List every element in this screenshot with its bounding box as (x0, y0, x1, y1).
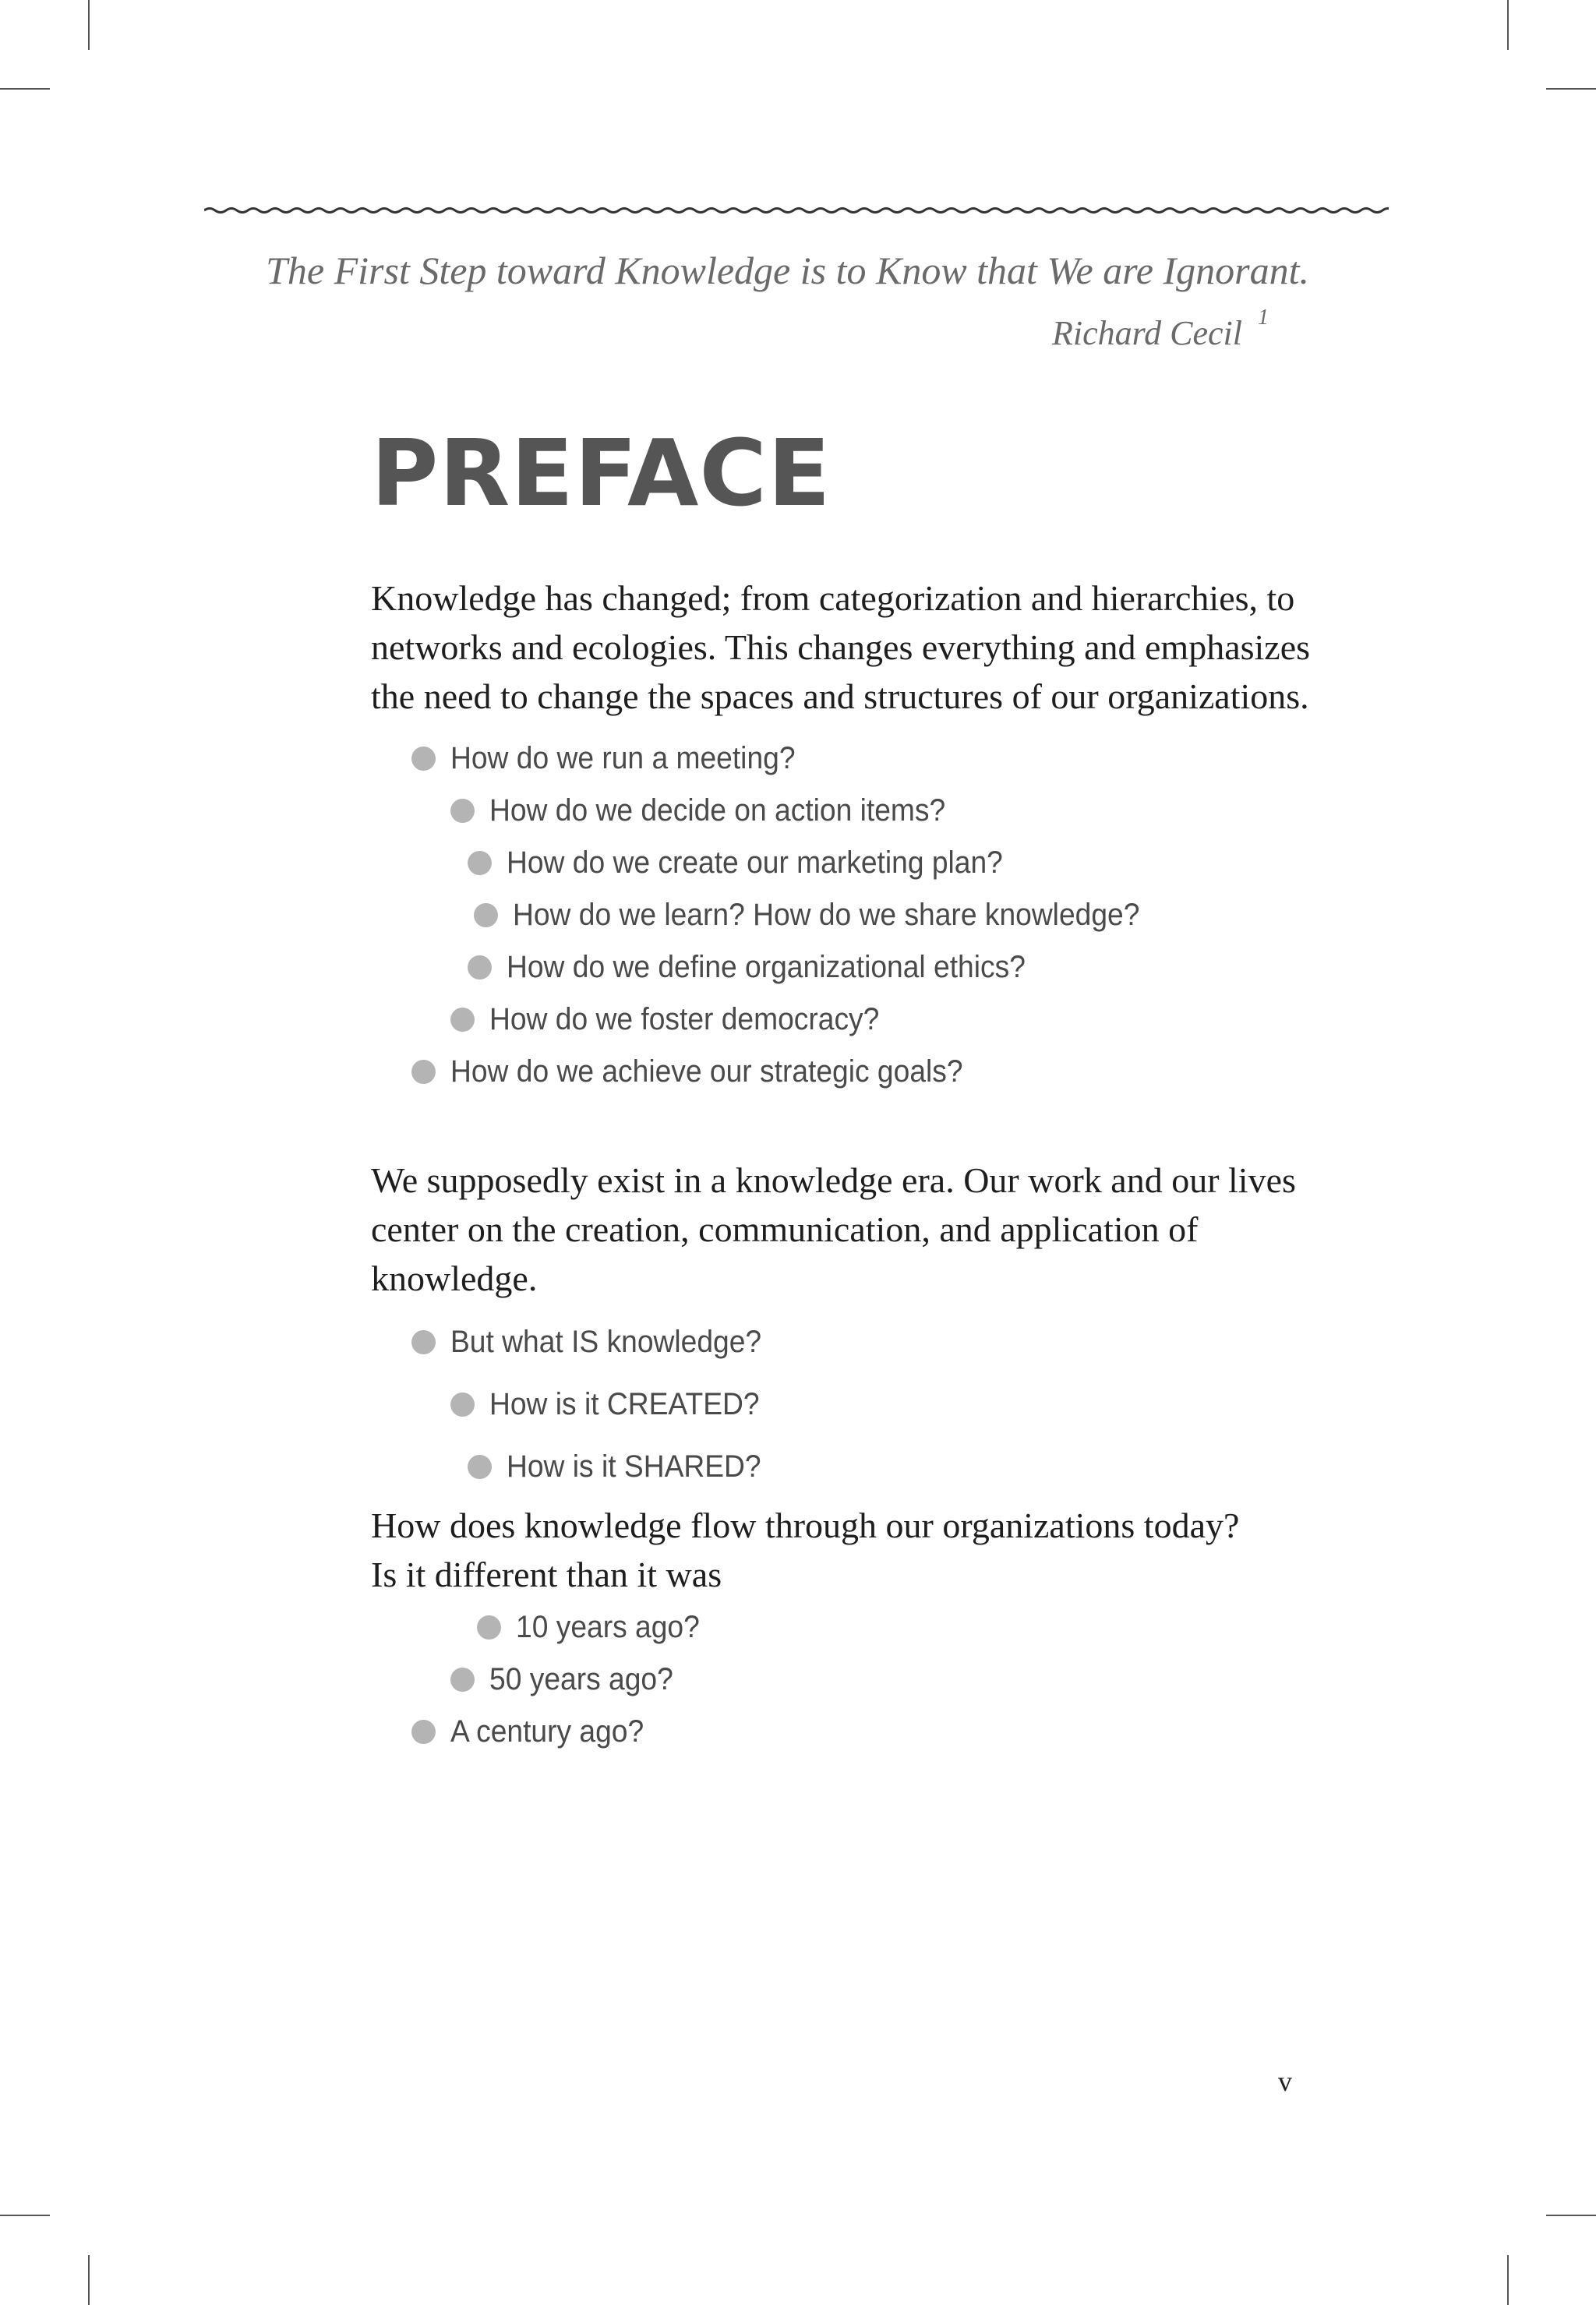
text-line: networks and ecologies. This changes everything and emphasizes (371, 627, 1311, 667)
crop-mark (0, 2215, 50, 2216)
bullet-icon (477, 1615, 501, 1640)
list-item (411, 1320, 785, 1364)
text-line: How does knowledge flow through our organizations today? (371, 1505, 1240, 1545)
footnote-reference[interactable]: 1 (1258, 305, 1269, 330)
list-item-text: But what IS knowledge? (450, 1324, 762, 1359)
list-item (450, 1382, 780, 1426)
text-line: Knowledge has changed; from categorization and hierarchies, to (371, 578, 1295, 618)
list-item-text: How is it CREATED? (489, 1386, 760, 1421)
list-item-text: How do we create our marketing plan? (507, 845, 1003, 880)
list-item (477, 1605, 714, 1649)
crop-mark (1507, 0, 1509, 50)
list-item-text: How do we achieve our strategic goals? (450, 1054, 963, 1089)
list-item-text: How do we define organizational ethics? (507, 949, 1026, 984)
text-line: Is it different than it was (371, 1555, 722, 1594)
list-item-text: How do we decide on action items? (489, 792, 946, 828)
list-item (450, 997, 909, 1041)
paragraph-intro (371, 574, 1337, 721)
list-item (468, 1445, 780, 1488)
bullet-icon (468, 851, 492, 875)
list-item (468, 945, 1065, 989)
text-line: knowledge. (371, 1258, 538, 1298)
paragraph-knowledge-flow (371, 1501, 1337, 1599)
list-item-text: How do we foster democracy? (489, 1001, 880, 1036)
list-item-text: How do we run a meeting? (450, 740, 796, 775)
crop-mark (0, 88, 50, 90)
bullet-icon (411, 1720, 436, 1744)
epigraph-author-name: Richard Cecil (1052, 314, 1242, 352)
crop-mark (88, 0, 90, 50)
list-item (450, 1657, 687, 1701)
list-item (411, 1710, 659, 1753)
list-item-text: How do we learn? How do we share knowledge? (513, 897, 1140, 932)
text-line: center on the creation, communication, and application of (371, 1209, 1199, 1249)
list-item-text: 50 years ago? (489, 1661, 673, 1696)
bullet-icon (468, 1455, 492, 1479)
page-title: PREFACE (371, 419, 832, 527)
bullet-icon (411, 1330, 436, 1354)
list-item (411, 736, 821, 780)
crop-mark (1507, 2255, 1509, 2305)
list-item-text: 10 years ago? (516, 1609, 700, 1644)
text-line: the need to change the spaces and structures of our organizations. (371, 676, 1309, 716)
epigraph-quote: The First Step toward Knowledge is to Know that We are Ignorant. (266, 249, 1309, 292)
wavy-divider (204, 199, 1389, 222)
paragraph-knowledge-era (371, 1156, 1337, 1303)
bullet-icon (450, 1393, 475, 1417)
crop-mark (1546, 2215, 1596, 2216)
bullet-icon (468, 955, 492, 980)
bullet-icon (411, 1060, 436, 1084)
crop-mark (1546, 88, 1596, 90)
bullet-icon (411, 747, 436, 771)
page-number: v (1278, 2066, 1292, 2097)
list-item-text: How is it SHARED? (507, 1449, 761, 1484)
epigraph-author (0, 305, 1269, 353)
crop-mark (88, 2255, 90, 2305)
list-item (411, 1050, 1001, 1093)
list-item-text: A century ago? (450, 1714, 644, 1749)
list-item (474, 893, 1187, 937)
bullet-icon (450, 1008, 475, 1032)
list-item (450, 789, 980, 832)
bullet-icon (450, 799, 475, 823)
list-item (468, 841, 1040, 884)
text-line: We supposedly exist in a knowledge era. Our work and our lives (371, 1160, 1296, 1200)
bullet-icon (450, 1668, 475, 1692)
bullet-icon (474, 903, 498, 927)
